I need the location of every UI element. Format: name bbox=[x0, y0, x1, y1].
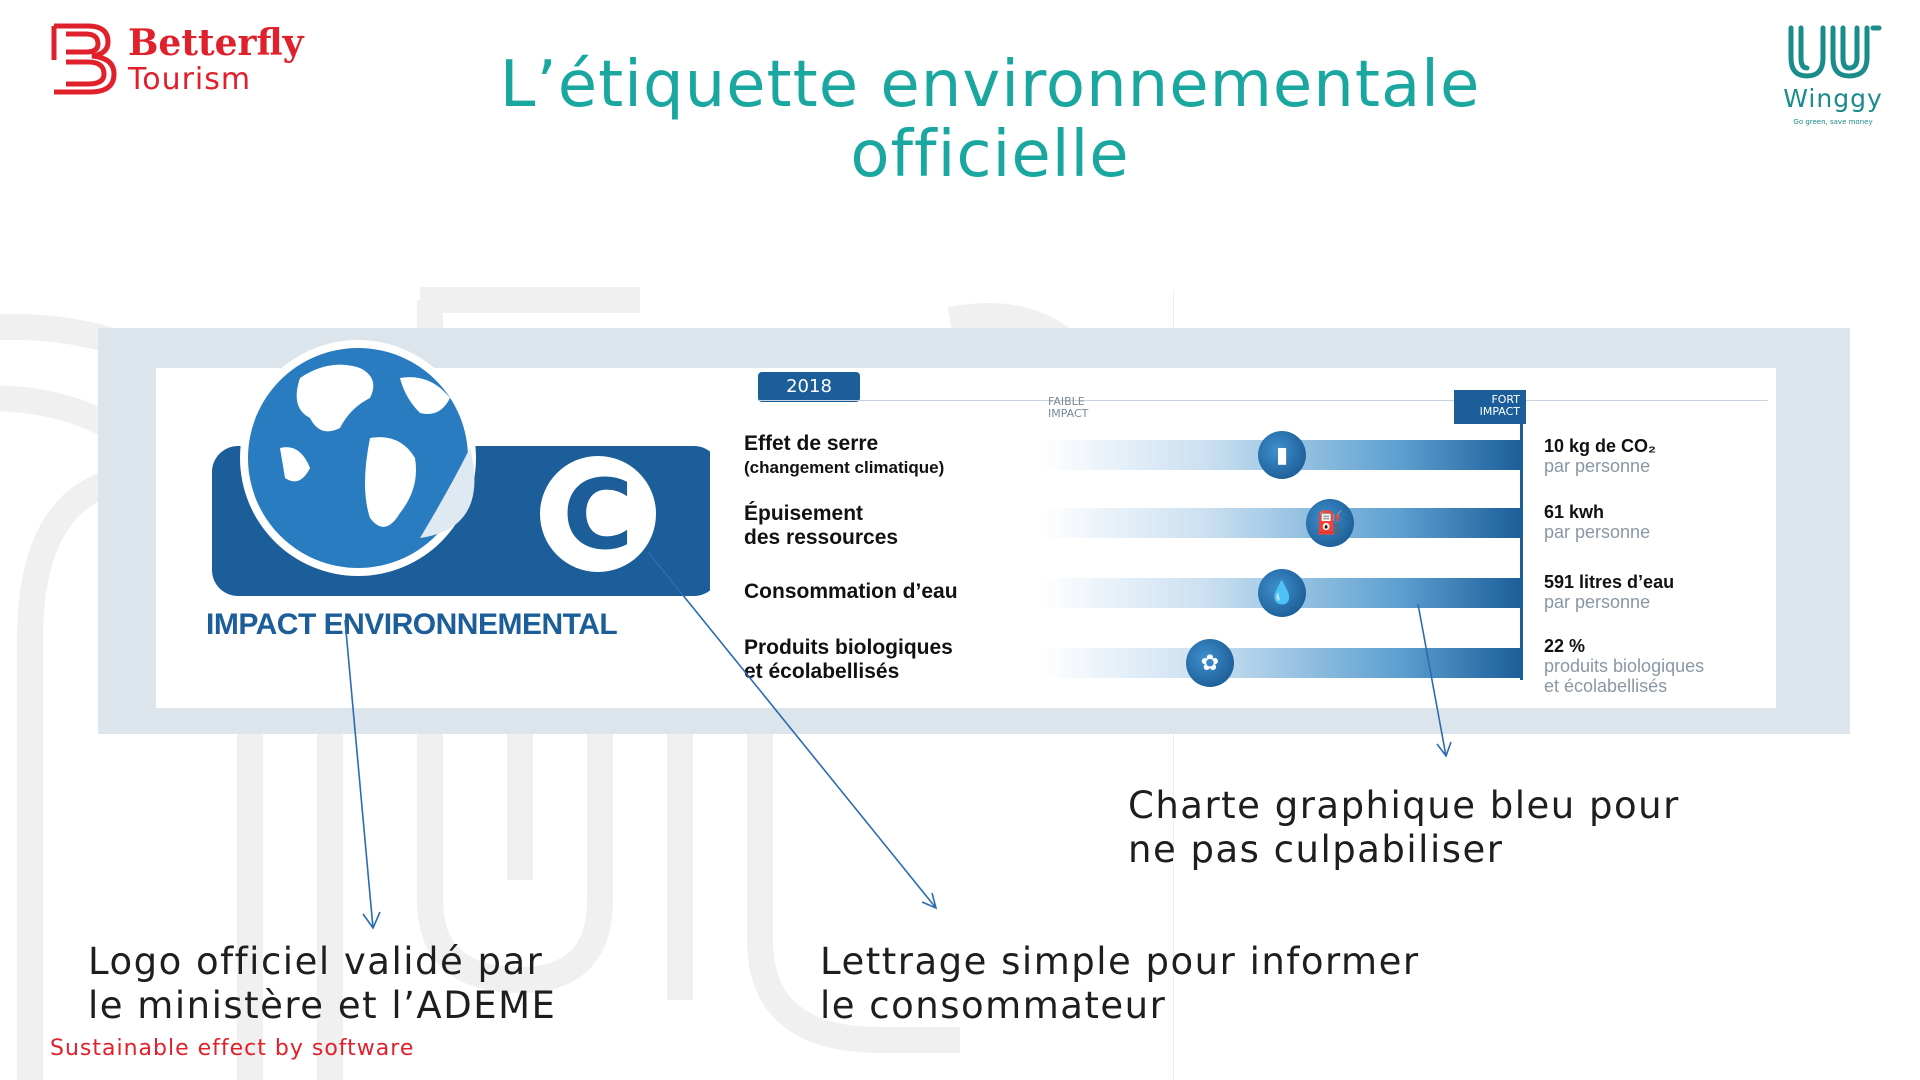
value-2: 61 kwh par personne bbox=[1544, 502, 1651, 542]
footer-tagline: Sustainable effect by software bbox=[50, 1036, 415, 1061]
caption-official-logo: Logo officiel validé par le ministère et l’ADEME bbox=[88, 940, 557, 1027]
year-tab: 2018 bbox=[758, 372, 860, 402]
page-title bbox=[300, 50, 1680, 190]
category-2: Épuisement des ressources bbox=[744, 502, 899, 549]
impact-logo bbox=[170, 338, 710, 598]
impact-bar-2 bbox=[1042, 508, 1522, 538]
category-3: Consommation d’eau bbox=[744, 580, 958, 603]
value-4: 22 % produits biologiques et écolabellisés bbox=[1544, 636, 1705, 696]
category-4: Produits biologiques et écolabellisés bbox=[744, 636, 953, 683]
value-1: 10 kg de CO₂ par personne bbox=[1544, 436, 1657, 476]
impact-bar-4 bbox=[1042, 648, 1522, 678]
brand-left-name: Betterfly bbox=[128, 22, 304, 64]
brand-right-tagline: Go green, save money bbox=[1793, 118, 1873, 126]
betterfly-b-icon bbox=[48, 20, 124, 96]
winggy-w-icon bbox=[1783, 22, 1883, 82]
scale-high-label: FORT IMPACT bbox=[1454, 390, 1526, 424]
impact-axis bbox=[1520, 420, 1523, 680]
impact-title: IMPACT ENVIRONNEMENTAL bbox=[206, 608, 618, 641]
caption-color-chart: Charte graphique bleu pour ne pas culpabiliser bbox=[1128, 784, 1680, 871]
grade-letter: C bbox=[562, 459, 634, 571]
faucet-icon: 💧 bbox=[1258, 569, 1306, 617]
value-3: 591 litres d’eau par personne bbox=[1544, 572, 1675, 612]
page-title-line2: officielle bbox=[850, 118, 1130, 192]
category-1: Effet de serre (changement climatique) bbox=[744, 432, 945, 477]
factory-icon: ▮ bbox=[1258, 431, 1306, 479]
label-rule bbox=[758, 400, 1768, 401]
scale-low-label: FAIBLE IMPACT bbox=[1048, 395, 1089, 420]
brand-left-sub: Tourism bbox=[128, 62, 252, 97]
brand-right-name: Winggy bbox=[1783, 84, 1883, 113]
ecolabel-icon: ✿ bbox=[1186, 639, 1234, 687]
caption-lettering: Lettrage simple pour informer le consommateur bbox=[820, 940, 1420, 1027]
winggy-logo bbox=[1768, 22, 1898, 132]
oil-pump-icon: ⛽ bbox=[1306, 499, 1354, 547]
page-title-line1: L’étiquette environnementale bbox=[499, 48, 1481, 122]
